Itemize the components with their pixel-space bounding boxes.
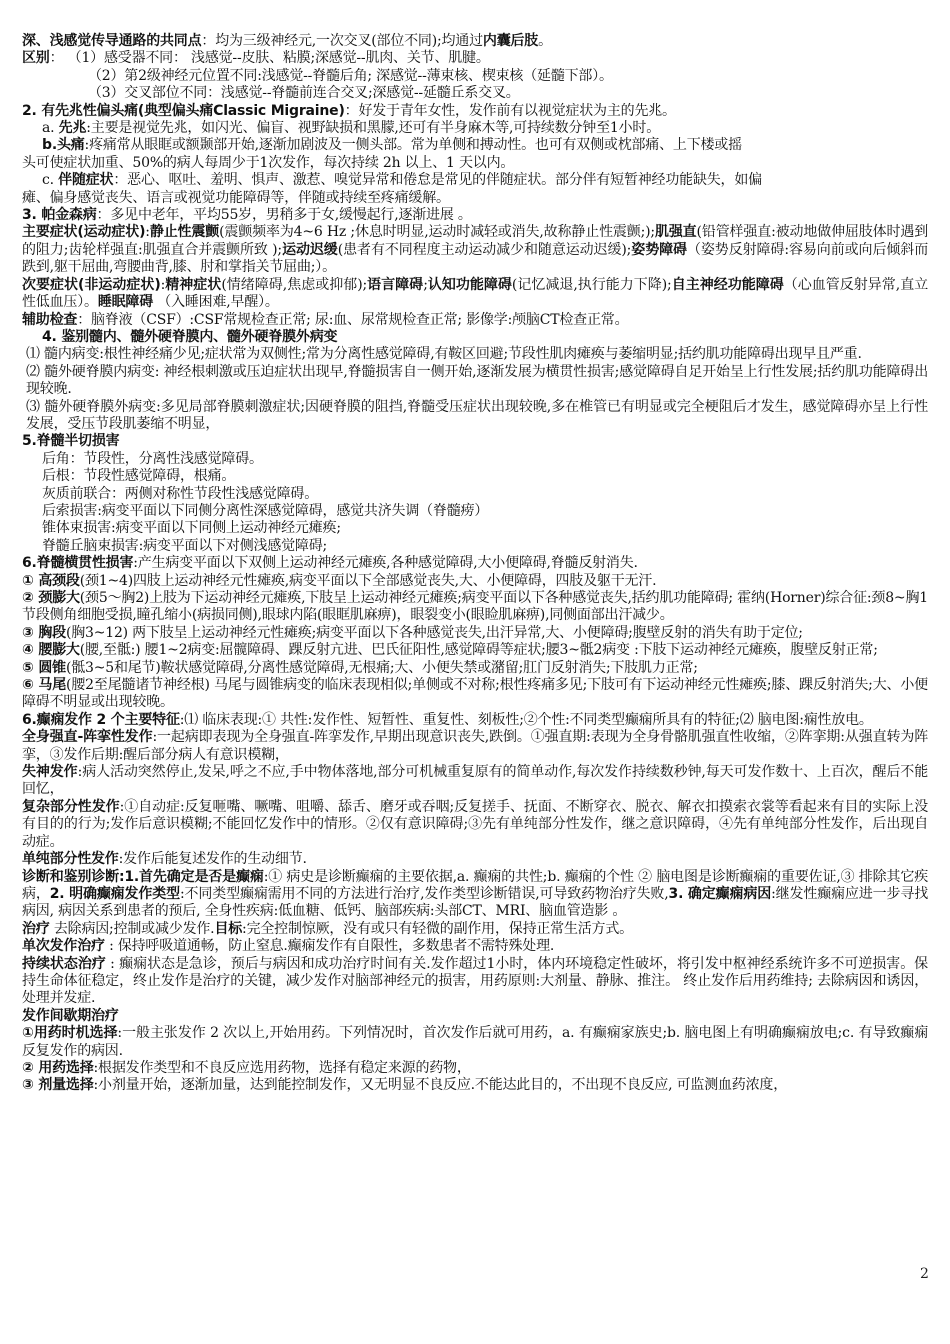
body-text: （3）交叉部位不同：浅感觉--脊髓前连合交叉;深感觉--延髓丘系交叉。 <box>88 85 520 102</box>
body-text: ; <box>423 276 428 293</box>
paragraph-tx_status <box>22 956 928 1008</box>
body-text: 。 <box>538 33 552 49</box>
body-text: 脊髓丘脑束损害:病变平面以下对侧浅感觉障碍; <box>42 537 328 554</box>
bold-term: 静止性震颤 <box>149 224 220 241</box>
body-text: (颈1~4)四肢上运动神经元性瘫痪,病变平面以下全部感觉丧失,大、小便障碍，四肢及躯干无汗. <box>79 572 657 589</box>
body-text: 头可使症状加重、50%的病人每周少于1次发作，每次持续 2h 以上、1 天以内。 <box>22 154 515 171</box>
bold-term: ①用药时机选择 <box>22 1025 118 1042</box>
paragraph-hemi2 <box>22 468 928 485</box>
body-text: : 保持呼吸道通畅，防止窒息.癫痫发作有自限性，多数患者不需特殊处理. <box>104 938 555 955</box>
body-text: ：脑脊液（CSF）:CSF常规检查正常; 尿:血、尿常规检查正常; 影像学:颅脑CT检查正常。 <box>77 311 629 328</box>
bold-term: 先兆 <box>58 120 87 137</box>
bold-term: 语言障碍 <box>366 276 424 293</box>
bold-term: 失神发作 <box>22 764 78 781</box>
bold-term: 区别 <box>22 50 50 67</box>
bold-term: 6.癫痫发作 2 个主要特征 <box>22 711 180 728</box>
bold-term: 精神症状 <box>165 276 222 293</box>
page-number: 2 <box>920 1266 929 1282</box>
bold-term: 5.脊髓半切损害 <box>22 433 120 450</box>
body-text: :完全控制惊厥，没有或只有轻微的副作用，保持正常生活方式。 <box>242 920 633 937</box>
bold-term: ② 颈膨大 <box>22 590 80 606</box>
paragraph-mig_a <box>22 120 928 137</box>
bold-term: ⑤ 圆锥 <box>22 659 66 676</box>
paragraph-tx <box>22 921 928 938</box>
body-text: :①自动症:反复咂嘴、噘嘴、咀嚼、舔舌、磨牙或吞咽;反复搓手、抚面、不断穿衣、脱衣、解衣扣摸索衣裳等看起来有目的实际上没有目的的行为;发作后意识模糊;不能回忆发作中的情形。②仅有意识障碍;③先有单纯部分性发作，继之意识障碍，④先有单纯部分性发作，后出现自动症。 <box>22 798 928 850</box>
paragraph-hemi4 <box>22 503 928 520</box>
bold-term: 主要症状(运动症状) <box>22 224 146 241</box>
bold-term: 次要症状(非运动症状) <box>22 276 161 293</box>
bold-term: 单纯部分性发作 <box>22 851 119 868</box>
bold-term: 辅助检查 <box>22 311 78 328</box>
paragraph-mig_b <box>22 137 928 154</box>
body-text: :继发性癫痫应进一步寻找病因, 病因关系到患者的预后, 全身性疾病:低血糖、低钙、脑部疾病:头部CT、MRI、脑血管造影 。 <box>22 885 928 920</box>
bold-term: 认知功能障碍 <box>427 276 512 293</box>
bold-term: 发作间歇期治疗 <box>22 1007 119 1024</box>
bold-term: 内囊后肢 <box>482 33 539 49</box>
paragraph-epi_h <box>22 712 928 729</box>
paragraph-spine_h <box>22 329 928 346</box>
paragraph-migraine <box>22 103 928 120</box>
body-text: （入睡困难,早醒）。 <box>153 294 279 311</box>
body-text: (铅管样强直:被动地做伸屈肢体时遇到的阻力;齿轮样强直:肌强直合并震颤所致 ); <box>22 224 928 258</box>
bold-term: 目标 <box>214 920 243 937</box>
body-text: : <box>145 224 150 241</box>
paragraph-hemi1 <box>22 451 928 468</box>
body-text: (患者有不同程度主动运动减少和随意运动迟缓); <box>337 241 632 258</box>
paragraph-pd_aux <box>22 312 928 329</box>
body-text: (腰2至尾髓诸节神经根) 马尾与圆锥病变的临床表现相似;单侧或不对称;根性疼痛多见;下肢可有下运动神经元性瘫痪;膝、踝反射消失;大、小便障碍不明显或出现较晚。 <box>22 677 928 711</box>
body-text: 瘫、偏身感觉丧失、语言或视觉功能障碍等，伴随或持续至疼痛缓解。 <box>22 189 450 206</box>
bold-term: 运动迟缓 <box>281 241 338 258</box>
paragraph-tx_single <box>22 938 928 955</box>
body-text: (骶3~5和尾节)鞍状感觉障碍,分离性感觉障碍,无根痛;大、小便失禁或潴留;肛门反射消失;下肢肌力正常; <box>65 659 698 676</box>
body-text: :不同类型癫痫需用不同的方法进行治疗,发作类型诊断错误,可导致药物治疗失败, <box>179 885 669 902</box>
body-text: (颈5～胸2)上肢为下运动神经元瘫痪,下肢呈上运动神经元瘫痪;病变平面以下各种感觉丧失,括约肌功能障碍; 霍纳(Horner)综合征:颈8~胸1节段侧角细胞受损,瞳孔缩小(病损同侧),眼球内陷(眼眶肌麻痹)，眼裂变小(眼睑肌麻痹),同侧面部出汗减少。 <box>22 590 928 624</box>
paragraph-trans4 <box>22 642 928 659</box>
bold-term: 持续状态治疗 <box>22 955 106 972</box>
body-text: ：多见中老年，平均55岁，男稍多于女,缓慢起行,逐渐进展 。 <box>96 207 472 224</box>
body-text: :一起病即表现为全身强直-阵挛发作,早期出现意识丧失,跌倒。①强直期:表现为全身骨骼肌强直性收缩，②阵挛期:从强直转为阵挛，③发作后期:醒后部分病人有意识模糊， <box>22 729 928 763</box>
body-text: (记忆减退,执行能力下降); <box>511 276 672 293</box>
bold-term: 治疗 <box>22 920 50 937</box>
body-text: :疼痛常从眼眶或额颞部开始,逐渐加剧波及一侧头部。常为单侧和搏动性。也可有双侧或枕部痛、上下楼或摇 <box>84 137 742 154</box>
paragraph-tx_inter3 <box>22 1077 928 1094</box>
bold-term: 伴随症状 <box>58 172 114 189</box>
body-text: 后角：节段性，分离性浅感觉障碍。 <box>42 450 263 467</box>
body-text: ⑴ 髓内病变:根性神经痛少见;症状常为双侧性;常为分离性感觉障碍,有鞍区回避;节段性肌肉瘫痪与萎缩明显;括约肌功能障碍出现早且严重. <box>26 346 862 363</box>
body-text: （姿势反射障碍:容易向前或向后倾斜而跌到,躯干屈曲,弯腰曲背,膝、肘和掌指关节屈曲;）。 <box>22 241 929 276</box>
body-text: :一般主张发作 2 次以上,开始用药。下列情况时，首次发作后就可用药，a. 有癫痫家族史;b. 脑电图上有明确癫痫放电;c. 有导致癫痫反复发作的病因. <box>22 1025 928 1059</box>
body-text: 后根：节段性感觉障碍，根痛。 <box>42 468 236 485</box>
body-text: ：好发于青年女性，发作前有以视觉症状为主的先兆。 <box>344 102 676 119</box>
bold-term: 自主神经功能障碍 <box>671 276 784 293</box>
body-text: :① 病史是诊断癫痫的主要依据,a. 癫痫的共性;b. 癫痫的个性 ② 脑电图是诊断癫痫的重要佐证,③ 排除其它疾病， <box>22 868 929 902</box>
paragraph-trans1 <box>22 573 928 590</box>
body-text: :小剂量开始，逐渐加量，达到能控制发作，又无明显不良反应.不能达此目的，不出现不良反应, 可监测血药浓度， <box>93 1077 787 1094</box>
bold-term: ⑥ 马尾 <box>22 677 67 694</box>
body-text: （心血管反射异常,直立性低血压）。 <box>22 276 928 311</box>
body-text: : <box>160 276 166 293</box>
paragraph-trans3 <box>22 625 928 642</box>
bold-term: 3. 帕金森病 <box>22 207 97 224</box>
bold-term: 姿势障碍 <box>631 241 687 258</box>
paragraph-hemi_h <box>22 433 928 450</box>
paragraph-diff <box>22 50 928 67</box>
bold-term: ③ 剂量选择 <box>22 1077 94 1094</box>
body-text: (震颤频率为4~6 Hz ;休息时明显,运动时减轻或消失,故称静止性震颤;); <box>219 224 655 241</box>
bold-term: ④ 腰膨大 <box>22 642 80 659</box>
paragraph-pd_main <box>22 224 928 276</box>
paragraph-mig_c <box>22 172 928 189</box>
bold-term: 2. 有先兆性偏头痛(典型偏头痛Classic Migraine) <box>22 102 345 119</box>
paragraph-trans2 <box>22 590 928 625</box>
body-text: 灰质前联合：两侧对称性节段性浅感觉障碍。 <box>42 485 318 502</box>
bold-term: 单次发作治疗 <box>22 938 105 955</box>
paragraph-pd <box>22 207 928 224</box>
paragraph-hemi5 <box>22 520 928 537</box>
body-text: a. <box>42 120 59 137</box>
paragraph-tx_inter1 <box>22 1025 928 1060</box>
paragraph-diff3 <box>22 85 928 102</box>
body-text: :⑴ 临床表现:① 共性:发作性、短暂性、重复性、刻板性;②个性:不同类型癫痫所具有的特征;⑵ 脑电图:痫性放电。 <box>179 711 873 728</box>
bold-term: 睡眠障碍 <box>97 294 154 311</box>
paragraph-epi_cps <box>22 799 928 851</box>
bold-term: b.头痛 <box>42 137 85 154</box>
body-text: (胸3~12) 两下肢呈上运动神经元性瘫痪;病变平面以下各种感觉丧失,出汗异常,大、小便障碍;腹壁反射的消失有助于定位; <box>65 624 803 641</box>
body-text: :发作后能复述发作的生动细节. <box>118 851 307 868</box>
bold-term: 肌强直 <box>654 224 697 241</box>
paragraph-tx_inter2 <box>22 1060 928 1077</box>
body-text: ：均为三级神经元,一次交叉(部位不同);均通过 <box>201 33 483 49</box>
body-text: ：恶心、呕吐、羞明、惧声、激惹、嗅觉异常和倦怠是常见的伴随症状。部分伴有短暂神经功能缺失，如偏 <box>113 172 762 189</box>
bold-term: 深、浅感觉传导通路的共同点 <box>22 33 202 49</box>
bold-term: 2. 明确癫痫发作类型 <box>49 885 180 902</box>
bold-term: ③ 胸段 <box>22 624 66 641</box>
body-text: (情绪障碍,焦虑或抑郁); <box>221 276 367 293</box>
paragraph-mig_b2 <box>22 155 928 172</box>
paragraph-spine2 <box>22 364 928 399</box>
paragraph-diff2 <box>22 68 928 85</box>
body-text: : 癫痫状态是急诊，预后与病因和成功治疗时间有关.发作超过1小时，体内环境稳定性破坏，将引发中枢神经系统许多不可逆损害。保持生命体征稳定，终止发作是治疗的关键，减少发作对脑部神经元的损害，用药原则:大剂量、静脉、推注。 终止发作后用药维持; 去除病因和诱因，处理并发症. <box>22 955 928 1007</box>
body-text: 去除病因;控制或减少发作. <box>49 920 215 937</box>
paragraph-trans_h <box>22 555 928 572</box>
bold-term: 诊断和鉴别诊断:1.首先确定是否是癫痫 <box>22 868 264 885</box>
body-text: ⑵ 髓外硬脊膜内病变: 神经根刺激或压迫症状出现早,脊髓损害自一侧开始,逐渐发展为横贯性损害;感觉障碍自足开始呈上行性发展;括约肌功能障碍出现较晚. <box>26 363 928 398</box>
body-text: :产生病变平面以下双侧上运动神经元瘫痪,各种感觉障碍,大小便障碍,脊髓反射消失. <box>133 555 638 572</box>
body-text: 后索损害:病变平面以下同侧分离性深感觉障碍，感觉共济失调（脊髓痨） <box>42 502 489 519</box>
body-text: ： （1）感受器不同： 浅感觉--皮肤、粘膜;深感觉--肌肉、关节、肌腱。 <box>49 50 490 67</box>
body-text: ⑶ 髓外硬脊膜外病变:多见局部脊膜刺激症状;因硬脊膜的阻挡,脊髓受压症状出现较晚,多在椎管已有明显或完全梗阻后才发生，感觉障碍亦呈上行性发展，受压节段肌萎缩不明显， <box>26 398 928 432</box>
paragraph-hemi3 <box>22 486 928 503</box>
body-text: :主要是视觉先兆，如闪光、偏盲、视野缺损和黑朦,还可有半身麻木等,可持续数分钟至1小时。 <box>86 120 660 137</box>
document-page <box>22 33 928 1095</box>
paragraph-trans6 <box>22 677 928 712</box>
bold-term: 3. 确定癫痫病因 <box>668 885 772 902</box>
body-text: （2）第2级神经元位置不同:浅感觉--脊髓后角; 深感觉--薄束核、楔束核（延髓下部）。 <box>88 67 613 84</box>
bold-term: 复杂部分性发作 <box>22 798 120 815</box>
body-text: (腰,至骶:) 腰1~2病变:屈髋障碍、踝反射亢进、巴氏征阳性,感觉障碍等症状;腰3~骶2病变 :下肢下运动神经元瘫痪，腹壁反射正常; <box>79 642 878 659</box>
paragraph-spine3 <box>22 399 928 434</box>
body-text: :根据发作类型和不良反应选用药物，选择有稳定来源的药物， <box>93 1059 471 1076</box>
bold-term: 6.脊髓横贯性损害 <box>22 555 134 572</box>
paragraph-epi_dx <box>22 869 928 921</box>
paragraph-common <box>22 33 928 50</box>
paragraph-tx_inter_h <box>22 1008 928 1025</box>
body-text: :病人活动突然停止,发呆,呼之不应,手中物体落地,部分可机械重复原有的简单动作,每次发作持续数秒钟,每天可发作数十、上百次，醒后不能回忆， <box>22 764 929 798</box>
paragraph-spine1 <box>22 346 928 363</box>
paragraph-epi_gtc <box>22 729 928 764</box>
paragraph-pd_minor <box>22 277 928 312</box>
paragraph-epi_sps <box>22 851 928 868</box>
paragraph-trans5 <box>22 660 928 677</box>
paragraph-hemi6 <box>22 538 928 555</box>
bold-term: ① 高颈段 <box>22 572 80 589</box>
paragraph-mig_c2 <box>22 190 928 207</box>
paragraph-epi_abs <box>22 764 928 799</box>
body-text: 锥体束损害:病变平面以下同侧上运动神经元瘫痪; <box>42 520 341 537</box>
bold-term: ② 用药选择 <box>22 1059 94 1076</box>
body-text: c. <box>42 172 59 189</box>
bold-term: 4. 鉴别髓内、髓外硬脊膜内、髓外硬脊膜外病变 <box>42 328 338 345</box>
bold-term: 全身强直-阵挛性发作 <box>22 729 153 746</box>
